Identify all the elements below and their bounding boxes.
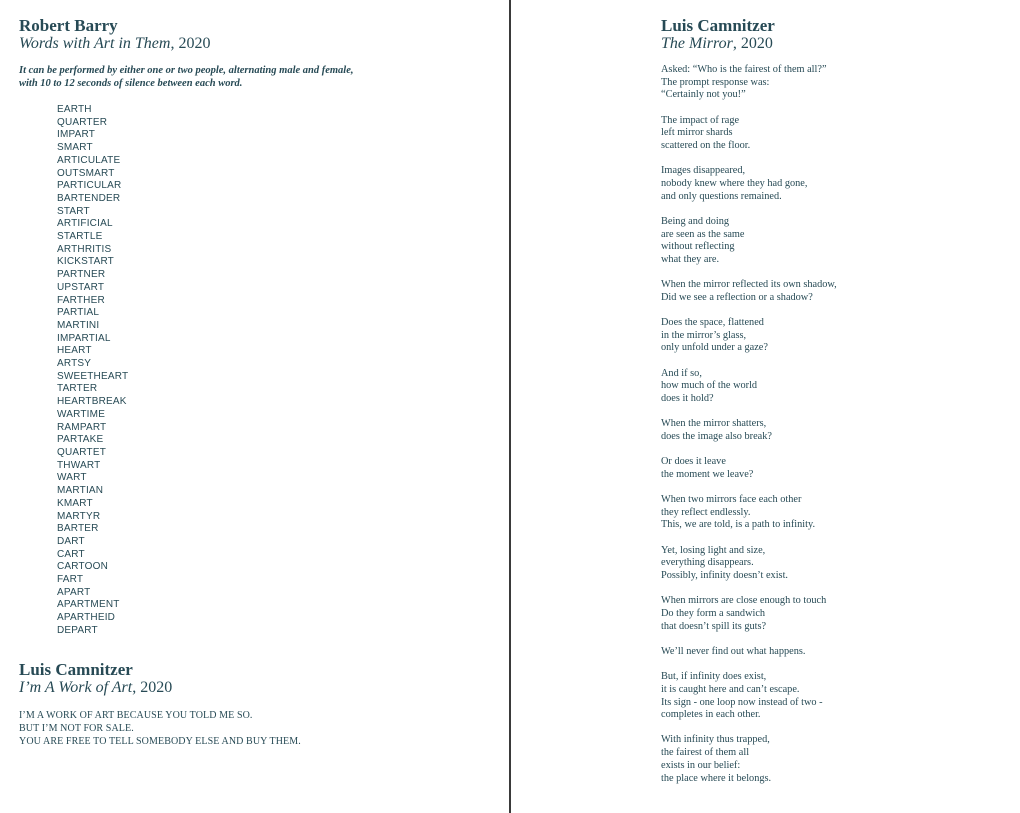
word-item: BARTER	[57, 523, 99, 535]
word-item: MARTYR	[57, 510, 101, 522]
poem-line: The prompt response was:	[661, 76, 770, 88]
poem-line: the moment we leave?	[661, 468, 754, 480]
instruction-line: with 10 to 12 seconds of silence between each word.	[19, 77, 243, 89]
poem-stanza	[661, 545, 1001, 583]
poem-line: When two mirrors face each other	[661, 494, 802, 506]
word-item: OUTSMART	[57, 167, 115, 179]
poem-line: scattered on the floor.	[661, 140, 751, 152]
poem-line: Images disappeared,	[661, 165, 746, 177]
work-of-art-title: I’m A Work of Art	[19, 679, 133, 696]
word-item: PARTICULAR	[57, 180, 122, 192]
poem-line: only unfold under a gaze?	[661, 342, 768, 354]
word-item: HEARTBREAK	[57, 396, 127, 408]
poem-line: exists in our belief:	[661, 759, 741, 771]
poem-line: nobody knew where they had gone,	[661, 177, 808, 189]
poem-line: that doesn’t spill its guts?	[661, 620, 767, 632]
word-item: ARTHRITIS	[57, 243, 112, 255]
poem-line: the place where it belongs.	[661, 772, 772, 784]
poem-line: This, we are told, is a path to infinity.	[661, 519, 816, 531]
poem-stanza	[661, 216, 1001, 267]
poem-line: We’ll never find out what happens.	[661, 645, 806, 657]
word-item: SWEETHEART	[57, 370, 129, 382]
poem-line: Its sign - one loop now instead of two -	[661, 696, 823, 708]
word-item: IMPARTIAL	[57, 332, 111, 344]
poem-line: Being and doing	[661, 215, 730, 227]
poem-line: Or does it leave	[661, 456, 726, 468]
poem-line: But, if infinity does exist,	[661, 671, 767, 683]
poem-line: does it hold?	[661, 393, 714, 405]
barry-author: Robert Barry	[19, 16, 118, 35]
poem-line: The impact of rage	[661, 114, 740, 126]
poem-stanza	[661, 734, 1001, 785]
word-item: START	[57, 205, 90, 217]
word-item: FARTHER	[57, 294, 105, 306]
poem-stanza	[661, 456, 1001, 481]
word-item: THWART	[57, 459, 101, 471]
word-item: DART	[57, 535, 85, 547]
poem-line: Do they form a sandwich	[661, 608, 766, 619]
barry-year: , 2020	[170, 35, 211, 52]
word-item: ARTIFICIAL	[57, 218, 113, 230]
poem-stanza	[661, 115, 1001, 153]
word-item: QUARTER	[57, 116, 108, 128]
poem-stanza	[661, 671, 1001, 722]
camnitzer-author: Luis Camnitzer	[19, 660, 133, 679]
poem-line: Possibly, infinity doesn’t exist.	[661, 570, 789, 582]
poem-line: completes in each other.	[661, 709, 761, 721]
poem-stanza	[661, 317, 1001, 355]
word-item: ARTICULATE	[57, 154, 121, 166]
word-item: KICKSTART	[57, 256, 114, 268]
word-item: STARTLE	[57, 231, 103, 243]
word-item: CARTOON	[57, 561, 109, 573]
barry-section	[19, 16, 489, 638]
word-item: WARTIME	[57, 408, 106, 420]
word-item: MARTINI	[57, 319, 100, 331]
mirror-year: , 2020	[732, 35, 773, 52]
page-divider	[509, 0, 511, 813]
poem-line: and only questions remained.	[661, 190, 782, 202]
camnitzer-mirror-section	[661, 16, 1001, 798]
instruction-line: It can be performed by either one or two people, alternating male and female,	[19, 65, 354, 76]
word-item: KMART	[57, 497, 93, 509]
word-item: APART	[57, 586, 91, 598]
work-of-art-text	[19, 709, 489, 748]
poem-line: With infinity thus trapped,	[661, 734, 770, 746]
barry-title: Words with Art in Them	[19, 35, 171, 52]
word-item: HEART	[57, 345, 92, 357]
poem-line: Does the space, flattened	[661, 317, 764, 329]
mirror-poem	[661, 64, 1001, 785]
poem-line: left mirror shards	[661, 127, 733, 139]
word-item: FART	[57, 574, 84, 586]
word-item: ARTSY	[57, 358, 92, 370]
word-item: QUARTET	[57, 446, 106, 458]
camnitzer-work-title	[19, 679, 489, 697]
poem-line: When mirrors are close enough to touch	[661, 595, 827, 607]
word-item: APARTHEID	[57, 612, 116, 624]
word-item: PARTAKE	[57, 434, 104, 446]
poem-line: they reflect endlessly.	[661, 506, 751, 518]
barry-work-title	[19, 35, 489, 53]
text-line: BUT I’M NOT FOR SALE.	[19, 723, 134, 734]
mirror-title: The Mirror	[661, 35, 733, 52]
word-item: WART	[57, 472, 87, 484]
poem-stanza	[661, 646, 1001, 659]
word-item: TARTER	[57, 383, 98, 395]
word-item: EARTH	[57, 104, 92, 115]
camnitzer-work-of-art-section	[19, 660, 489, 748]
poem-stanza	[661, 595, 1001, 633]
poem-stanza	[661, 64, 1001, 102]
poem-stanza	[661, 418, 1001, 443]
poem-stanza	[661, 368, 1001, 406]
text-line: YOU ARE FREE TO TELL SOMEBODY ELSE AND BUY THEM.	[19, 736, 301, 747]
text-line: I’M A WORK OF ART BECAUSE YOU TOLD ME SO.	[19, 710, 253, 721]
mirror-work-title	[661, 35, 1001, 53]
poem-line: what they are.	[661, 253, 720, 265]
word-item: IMPART	[57, 129, 96, 141]
poem-line: the fairest of them all	[661, 747, 750, 759]
mirror-author: Luis Camnitzer	[661, 16, 775, 35]
word-item: APARTMENT	[57, 599, 120, 611]
poem-line: everything disappears.	[661, 557, 754, 569]
poem-line: it is caught here and can’t escape.	[661, 683, 800, 695]
word-item: UPSTART	[57, 281, 105, 293]
word-item: MARTIAN	[57, 485, 104, 497]
poem-line: in the mirror’s glass,	[661, 329, 747, 341]
word-item: PARTIAL	[57, 307, 100, 319]
poem-stanza	[661, 494, 1001, 532]
poem-line: Did we see a reflection or a shadow?	[661, 291, 813, 303]
work-of-art-year: , 2020	[132, 679, 173, 696]
word-item: BARTENDER	[57, 192, 121, 204]
poem-line: And if so,	[661, 367, 702, 379]
poem-line: When the mirror reflected its own shadow,	[661, 279, 837, 291]
word-item: SMART	[57, 142, 93, 154]
word-item: RAMPART	[57, 421, 107, 433]
poem-line: Yet, losing light and size,	[661, 544, 766, 556]
poem-stanza	[661, 279, 1001, 304]
poem-stanza	[661, 165, 1001, 203]
word-item: CART	[57, 548, 85, 560]
poem-line: how much of the world	[661, 380, 758, 392]
poem-line: are seen as the same	[661, 228, 745, 240]
barry-instructions	[19, 65, 489, 90]
word-list	[57, 104, 489, 638]
poem-line: Asked: “Who is the fairest of them all?”	[661, 64, 827, 75]
poem-line: When the mirror shatters,	[661, 418, 767, 430]
poem-line: “Certainly not you!”	[661, 89, 746, 101]
word-item: PARTNER	[57, 269, 106, 281]
poem-line: does the image also break?	[661, 430, 772, 442]
poem-line: without reflecting	[661, 241, 735, 253]
word-item: DEPART	[57, 624, 98, 636]
